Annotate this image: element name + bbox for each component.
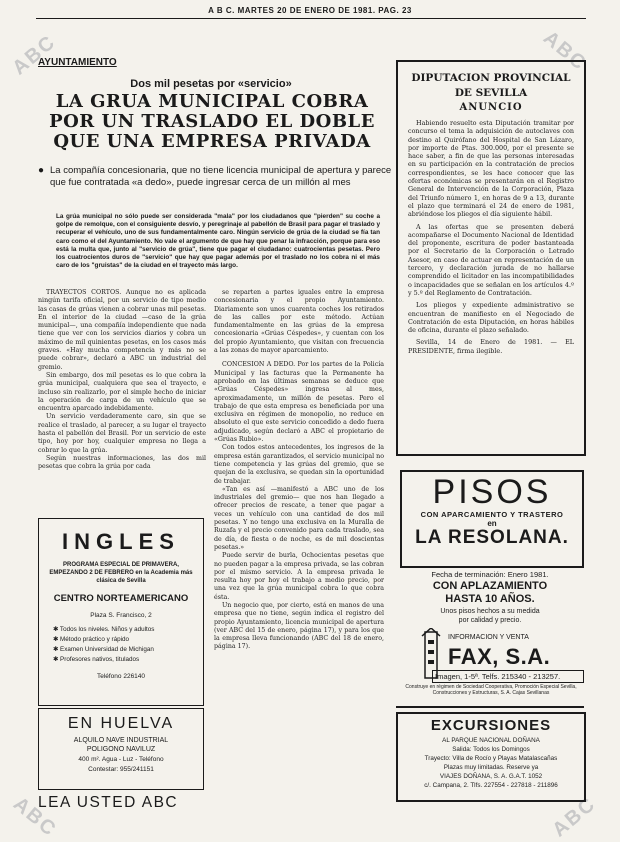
article-kicker: Dos mil pesetas por «servicio» <box>130 78 292 90</box>
column-paragraph: CONCESION A DEDO. Por los partes de la Policía Municipal y las facturas que la Permanente ha aprobado en las últimas semanas se deduce que «Grúas Céspedes» ingresa al mes, aproximadamente, un millón de pesetas. Pero el trabajo de que esta empresa es beneficiada por una exclusiva en régimen de monopolio, no reduce en absoluto el que este servicio concedido a dedo fuera adjudicado, según declaró a ABC el propietario de «Grúas Rubio». <box>214 361 384 444</box>
deck-text: La compañía concesionaria, que no tiene licencia municipal de apertura y parece que fue contratada «a dedo», puede ingresar cerca de un millón al mes <box>50 165 392 188</box>
pisos-info: INFORMACION Y VENTA <box>448 634 529 641</box>
article-deck <box>38 165 396 188</box>
ad-excursiones <box>396 712 586 802</box>
huelva-line: POLIGONO NAVILUZ <box>86 746 156 753</box>
column-paragraph: «Tan es así —manifestó a ABC uno de los industriales del gremio— que nos han llegado a ofrecer precios de rescate, a tener que pagar a veces un vehículo con una cantidad de dos mil pesetas. Y no tengo una exclusiva en la Muralla de Ruzafa y el precio convenido para cada traslado, sea de día, de fiesta o de noche, es de mil doscientas pesetas.» <box>214 485 384 551</box>
pisos-en: en <box>487 519 497 528</box>
column-paragraph: Un servicio verdaderamente caro, sin que se realice el traslado, al parecer, a su lugar el trayecto hasta el pabellón del Brasil. Por un servicio de este tipo, hoy por hoy, cualquier empresa no llega a cobrar lo que la grúa. <box>38 413 206 454</box>
excursiones-line: VIAJES DOÑANA, S. A. G.A.T. 1052 <box>439 773 543 780</box>
excursiones-line: c/. Campana, 2. Tlfs. 227554 - 227818 - 211896 <box>424 782 558 789</box>
excursiones-title: EXCURSIONES <box>430 717 552 734</box>
ad-ingles <box>38 518 204 706</box>
ingles-list <box>53 625 203 665</box>
ad-huelva <box>38 708 204 790</box>
column-paragraph: Puede servir de burla, Ochocientas pesetas que no pueden pagar a la empresa privada, se las cobran por el mismo servicio. A la empresa privada le resulta hoy por hoy el trabajo a medio precio, por una vez que la grúa municipal cobra lo que cobra ésta. <box>214 552 384 601</box>
ingles-phone: Teléfono 226140 <box>96 673 146 680</box>
pisos-fax: FAX, S.A. <box>448 644 551 669</box>
ingles-list-item: ✱ Profesores nativos, titulados <box>53 656 140 663</box>
pisos-fecha: Fecha de terminación: Enero 1981. <box>431 570 549 579</box>
diputacion-subtitle: DE SEVILLA <box>454 87 528 99</box>
ingles-title: INGLES <box>62 529 180 554</box>
star-icon: ✱ <box>53 626 60 633</box>
pisos-title: PISOS <box>432 473 552 511</box>
watermark-top-right: ABC <box>539 26 591 76</box>
pisos-tagline-1: Unos pisos hechos a su medida <box>440 608 540 615</box>
excursiones-line: AL PARQUE NACIONAL DOÑANA <box>442 737 540 744</box>
column-paragraph: Un negocio que, por cierto, está en manos de una empresa que no tiene, según indica el registro del propio Ayuntamiento, licencia municipal de apertura (ver ABC del 15 de enero, página 17), y para los que la empresa lleva funcionando (ABC del 18 de enero, página 17). <box>214 601 384 651</box>
pisos-name: LA RESOLANA. <box>415 527 569 548</box>
diputacion-anuncio: ANUNCIO <box>459 102 523 113</box>
article-headline: LA GRUA MUNICIPAL COBRA POR UN TRASLADO EL DOBLE QUE UNA EMPRESA PRIVADA <box>49 91 375 152</box>
ad-pisos-box <box>400 470 584 568</box>
page-header: A B C. MARTES 20 DE ENERO DE 1981. PAG. 23 <box>208 6 412 15</box>
article-lede: La grúa municipal no sólo puede ser considerada "mala" por los ciudadanos que "pierden" su coche a golpe de remolque, con el consiguiente desvío, y peregrinaje al pabellón de Brasil para pagar el traslado y recuperar el vehículo, uno de sus fundamentalmente caro. Ningún servicio de grúa de la ciudad se fía tan caro como el del Ayuntamiento. No vale el argumento de que hay que penar la infracción, porque para eso está la multa que, junto al "servicio de grúa", tiene que pagar el ciudadano: cuatrocientas pesetas. Pero los cuatrocientos duros de "servicio" que hay que pagar además por el traslado no los cobra ni el más caro de los "gruistas" de la ciudad en el trayecto más largo. <box>56 213 380 270</box>
column-paragraph: Con todos estos antecedentes, los ingresos de la empresa están garantizados, el servicio municipal no tiene competencia y las grúas del gremio, que se quejan de la exclusiva, se quedan sin la oportunidad de trabajar. <box>214 444 384 485</box>
pisos-subtitle: CON APARCAMIENTO Y TRASTERO <box>420 510 564 519</box>
ingles-program: PROGRAMA ESPECIAL DE PRIMAVERA, EMPEZANDO 2 DE FEBRERO en la Academia más clásica de Sevilla <box>49 562 193 584</box>
watermark-top-left: ABC <box>8 30 61 80</box>
star-icon: ✱ <box>53 646 61 653</box>
column-paragraph: Sin embargo, dos mil pesetas es lo que cobra la grúa municipal, cualquiera que sea el trayecto, e incluso sin realizarlo, por el simple hecho de iniciar la operación de carga de un vehículo que se encuentra aparcado indebidamente. <box>38 371 206 413</box>
ads-divider <box>396 706 584 708</box>
huelva-title: EN HUELVA <box>67 715 175 732</box>
huelva-line: Contestar: 955/241151 <box>88 766 154 773</box>
pisos-legal: Construye en régimen de Sociedad Cooperativa, Promoción Especial Sevilla, Construcciones y Estructuras, S. A. Cajas Sevillanas <box>405 684 577 696</box>
article-column-1 <box>38 289 206 514</box>
column-paragraph: TRAYECTOS CORTOS. Aunque no es aplicada ningún tarifa oficial, por un servicio de tipo medio las casas de grúas vienen a cobrar unas mil pesetas. En el interior de la ciudad —caso de la grúa municipal—, una compañía independiente que nada tiene que ver con los servicios diarios y cobra un máximo de mil quinientas pesetas, en los casos más graves. «Hay mucha competencia y más no se puede cobrar», declaró a ABC un industrial del gremio. <box>38 289 206 371</box>
watermark-bottom-left: ABC <box>9 792 61 842</box>
section-title: AYUNTAMIENTO <box>38 57 117 68</box>
column-paragraph: Según nuestras informaciones, las dos mil pesetas que cobra la grúa por cada <box>38 454 206 471</box>
ingles-list-item: ✱ Examen Universidad de Michigan <box>53 646 154 653</box>
pisos-address: Imagen, 1-5ª. Telfs. 215340 - 213257. <box>432 670 584 683</box>
ingles-centro: CENTRO NORTEAMERICANO <box>53 593 189 604</box>
excursiones-line: Trayecto: Villa de Rocío y Playas Matalascañas <box>424 755 558 762</box>
article-column-2 <box>214 289 384 797</box>
ingles-list-item: ✱ Método práctico y rápido <box>53 636 129 643</box>
pisos-tagline-2: por calidad y precio. <box>458 617 522 624</box>
watermark-bottom-right: ABC <box>548 792 601 842</box>
star-icon: ✱ <box>53 656 61 663</box>
ingles-address: Plaza S. Francisco, 2 <box>90 612 152 619</box>
diputacion-paragraph: Los pliegos y expediente administrativo se encuentran de manifiesto en el Negociado de Contratación de esta Diputación, en horas hábiles de oficina, durante el plazo señalado. <box>408 301 574 335</box>
pisos-promo-2: HASTA 10 AÑOS. <box>445 593 535 605</box>
excursiones-line: Salida: Todos los Domingos <box>452 746 530 753</box>
bullet-icon: ● <box>38 165 45 176</box>
ad-diputacion <box>396 60 586 456</box>
diputacion-title: DIPUTACION PROVINCIAL <box>411 72 571 84</box>
diputacion-paragraph: Habiendo resuelto esta Diputación tramitar por concurso el tema la adquisición de autoclaves con destino al Quirófano del Hospital de San Lázaro, por importe de Ptas. 300.000, por el presente se hace saber, a fin de que las personas interesadas en su participación en la contratación de precios correspondientes, se les hace conocer que las ofertas económicas se presentarán en el Registro General de Intervención de la Corporación, Plaza del Triunfo número 1, en horas de 9 a 13, durante el plazo que terminará el 24 de enero de 1981, abriéndose los pliegos el día siguiente hábil. <box>408 119 574 219</box>
column-paragraph: se reparten a partes iguales entre la empresa concesionaria y el propio Ayuntamiento. Diariamente son unos cuarenta coches los retirados de las calles por este método. Actúan fundamentalmente en las grúas de la empresa concesionaria «Grúas Céspedes», y cuentan con los del propio Ayuntamiento, que visitan con frecuencia a las zonas de mayor aparcamiento. <box>214 289 384 355</box>
diputacion-body <box>408 119 574 355</box>
huelva-line: ALQUILO NAVE INDUSTRIAL <box>73 737 169 744</box>
header-rule <box>36 18 586 19</box>
pisos-promo-1: CON APLAZAMIENTO <box>432 580 548 592</box>
ingles-list-item: ✱ Todos los niveles. Niños y adultos <box>53 626 155 633</box>
huelva-line: 400 m². Agua - Luz - Teléfono <box>78 756 164 763</box>
lea-usted-abc: LEA USTED ABC <box>38 794 179 811</box>
diputacion-signature: Sevilla, 14 de Enero de 1981. — EL PRESIDENTE, firma ilegible. <box>408 338 574 355</box>
star-icon: ✱ <box>53 636 61 643</box>
excursiones-line: Plazas muy limitadas. Reserve ya <box>443 764 539 771</box>
diputacion-paragraph: A las ofertas que se presenten deberá acompañarse el Documento Nacional de Identidad del proponente, escritura de poder bastanteada por el Secretario de la Corporación o Letrado Asesor, en caso de actuar en representación de un tercero, y declaración jurada de no hallarse comprendido el licitador en las incompatibilidades o incapacidades que se señalan en los artículos 4.º y 5.º del Reglamento de Contratación. <box>408 222 574 297</box>
